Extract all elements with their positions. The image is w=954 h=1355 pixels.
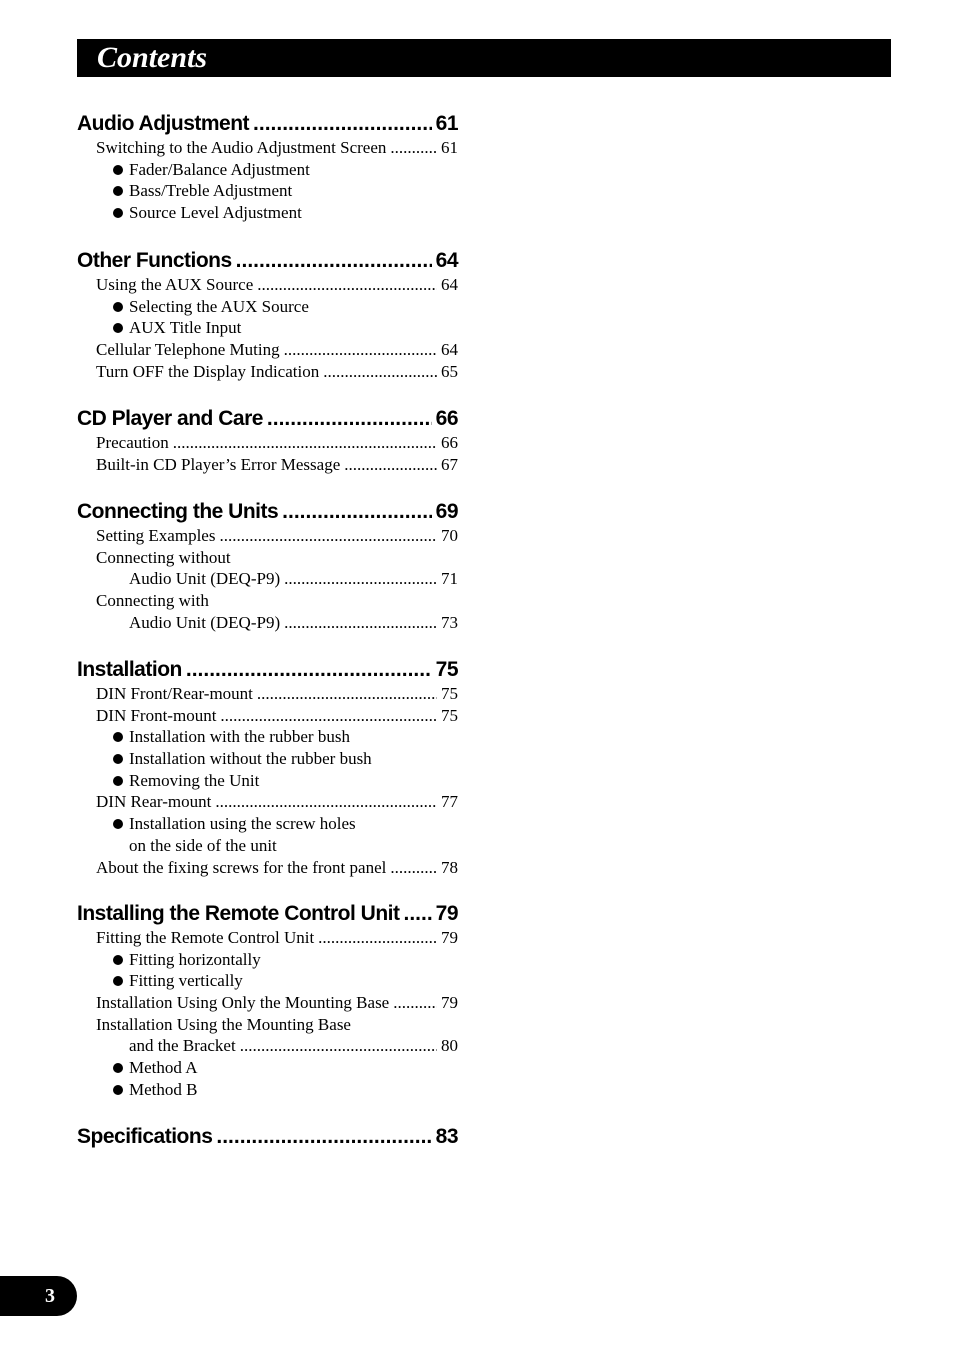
toc-entry-label: Connecting without (96, 547, 231, 567)
toc-section-remote-control (77, 901, 458, 1101)
toc-entry-label: and the Bracket (129, 1036, 236, 1056)
toc-section-installation (77, 657, 458, 878)
toc-heading-page: 83 (435, 1125, 458, 1148)
toc-bullet-label: on the side of the unit (129, 835, 277, 855)
dot-leader (404, 901, 432, 927)
toc-entry-label: Cellular Telephone Muting (96, 340, 280, 360)
toc-entry-page: 71 (441, 569, 458, 589)
dot-leader (282, 499, 431, 525)
toc-entry-label: DIN Rear-mount (96, 792, 212, 812)
page-number: 3 (45, 1285, 55, 1307)
toc-bullet-label: Removing the Unit (129, 770, 260, 790)
toc-entry-page: 78 (441, 857, 458, 877)
toc-bullet-label: AUX Title Input (129, 318, 242, 338)
toc-heading-label: Audio Adjustment (77, 112, 250, 135)
bullet-icon (113, 186, 123, 196)
dot-leader (220, 705, 437, 727)
bullet-icon (113, 323, 123, 333)
toc-heading[interactable] (77, 1124, 458, 1150)
dot-leader (284, 612, 437, 634)
dot-leader (257, 683, 437, 705)
toc-bullet-label: Fitting horizontally (129, 949, 261, 969)
toc-section-specifications (77, 1124, 458, 1150)
toc-section-audio-adjustment (77, 111, 458, 224)
toc-entry-page: 73 (441, 612, 458, 632)
toc-entry[interactable] (77, 927, 458, 949)
toc-entry-page: 79 (441, 928, 458, 947)
toc-bullet-label: Selecting the AUX Source (129, 296, 309, 316)
toc-heading[interactable] (77, 406, 458, 432)
toc-heading[interactable] (77, 248, 458, 274)
toc-entry-label: Precaution (96, 433, 169, 452)
toc-entry-label: DIN Front-mount (96, 705, 217, 725)
toc-bullet[interactable] (77, 159, 458, 181)
toc-entry-page: 70 (441, 526, 458, 545)
toc-entry[interactable] (77, 137, 458, 159)
toc-bullet-label: Method B (129, 1079, 198, 1099)
toc-entry-label: Turn OFF the Display Indication (96, 361, 320, 381)
bullet-icon (113, 165, 123, 175)
toc-heading[interactable] (77, 901, 458, 927)
bullet-icon (113, 776, 123, 786)
toc-bullet[interactable] (77, 1057, 458, 1079)
dot-leader (267, 406, 432, 432)
toc-section-cd-player (77, 406, 458, 475)
toc-heading-page: 66 (435, 407, 458, 430)
toc-heading-page: 64 (435, 249, 458, 272)
toc-bullet[interactable] (77, 1079, 458, 1101)
toc-heading[interactable] (77, 111, 458, 137)
toc-entry-continuation[interactable] (77, 1035, 458, 1057)
toc-bullet-label: Method A (129, 1058, 198, 1078)
toc-entry[interactable] (77, 683, 458, 705)
page-title: Contents (97, 41, 208, 74)
bullet-icon (113, 208, 123, 218)
toc-entry-continuation[interactable] (77, 612, 458, 634)
toc-entry[interactable] (77, 525, 458, 547)
toc-bullet[interactable] (77, 949, 458, 971)
bullet-icon (113, 976, 123, 986)
toc-bullet[interactable] (77, 726, 458, 748)
toc-heading-page: 75 (435, 658, 458, 681)
toc-bullet-label: Installation without the rubber bush (129, 749, 372, 769)
toc-bullet[interactable] (77, 970, 458, 992)
toc-entry[interactable] (77, 705, 458, 727)
dot-leader (216, 1124, 431, 1150)
bullet-icon (113, 302, 123, 312)
toc-entry-page: 75 (441, 684, 458, 703)
toc-entry[interactable] (77, 590, 458, 612)
toc-entry[interactable] (77, 454, 458, 476)
bullet-icon (113, 955, 123, 965)
dot-leader (173, 432, 437, 454)
toc-entry-label: Audio Unit (DEQ-P9) (129, 569, 281, 589)
toc-bullet-label: Installation with the rubber bush (129, 727, 350, 747)
toc-entry-label: Using the AUX Source (96, 275, 254, 294)
toc-entry-page: 64 (441, 275, 458, 294)
dot-leader (236, 248, 432, 274)
dot-leader (344, 454, 437, 476)
toc-bullet[interactable] (77, 813, 458, 835)
dot-leader (284, 568, 437, 590)
dot-leader (219, 525, 437, 547)
dot-leader (186, 657, 432, 683)
dot-leader (257, 274, 437, 296)
toc-section-other-functions (77, 248, 458, 382)
toc-heading-page: 61 (435, 112, 458, 135)
toc-entry-page: 61 (441, 138, 458, 157)
toc-entry-label: Fitting the Remote Control Unit (96, 928, 315, 947)
toc-heading-page: 69 (435, 500, 458, 523)
toc-heading[interactable] (77, 657, 458, 683)
toc-entry-label: Installation Using the Mounting Base (96, 1014, 351, 1034)
toc-entry-page: 77 (441, 792, 458, 812)
toc-heading[interactable] (77, 499, 458, 525)
toc-heading-label: Installation (77, 658, 182, 681)
toc-entry-label: Setting Examples (96, 526, 216, 545)
toc-entry-continuation[interactable] (77, 568, 458, 590)
toc-entry-label: Audio Unit (DEQ-P9) (129, 612, 281, 632)
toc-bullet[interactable] (77, 748, 458, 770)
bullet-icon (113, 1085, 123, 1095)
bullet-icon (113, 1063, 123, 1073)
toc-section-connecting-units (77, 499, 458, 633)
toc-entry[interactable] (77, 857, 458, 879)
toc-entry-label: Connecting with (96, 591, 209, 611)
toc-entry-page: 64 (441, 340, 458, 360)
toc-entry[interactable] (77, 339, 458, 361)
toc-bullet[interactable] (77, 317, 458, 339)
toc-heading-label: Connecting the Units (77, 500, 279, 523)
toc-entry[interactable] (77, 432, 458, 454)
dot-leader (390, 857, 437, 879)
toc-entry-page: 79 (441, 993, 458, 1013)
dot-leader (323, 361, 437, 383)
toc-heading-page: 79 (435, 902, 458, 925)
toc-bullet[interactable] (77, 770, 458, 792)
title-bar (77, 39, 891, 77)
toc-bullet-continuation[interactable] (77, 835, 458, 857)
bullet-icon (113, 819, 123, 829)
page-number-tab (0, 1276, 77, 1316)
toc-entry-page: 75 (441, 705, 458, 725)
toc-heading-label: Installing the Remote Control Unit (77, 902, 400, 925)
toc-bullet[interactable] (77, 202, 458, 224)
toc-heading-label: Specifications (77, 1125, 213, 1148)
toc-entry[interactable] (77, 791, 458, 813)
toc-bullet-label: Installation using the screw holes (129, 814, 356, 834)
toc-bullet-label: Source Level Adjustment (129, 203, 302, 223)
toc-bullet[interactable] (77, 296, 458, 318)
toc-entry-page: 65 (441, 361, 458, 381)
toc-entry-label: Installation Using Only the Mounting Base (96, 993, 390, 1013)
toc-entry-page: 80 (441, 1036, 458, 1056)
toc-entry[interactable] (77, 547, 458, 569)
toc-heading-label: CD Player and Care (77, 407, 263, 430)
toc-entry-label: About the fixing screws for the front panel (96, 857, 387, 877)
dot-leader (284, 339, 437, 361)
toc-heading-label: Other Functions (77, 249, 232, 272)
toc-entry[interactable] (77, 274, 458, 296)
toc-entry-label: Switching to the Audio Adjustment Screen (96, 138, 387, 157)
toc-bullet[interactable] (77, 180, 458, 202)
dot-leader (318, 927, 437, 949)
toc-entry[interactable] (77, 1014, 458, 1036)
toc-entry[interactable] (77, 361, 458, 383)
dot-leader (393, 992, 437, 1014)
dot-leader (215, 791, 437, 813)
dot-leader (390, 137, 437, 159)
toc-entry-page: 67 (441, 454, 458, 474)
bullet-icon (113, 732, 123, 742)
toc-entry-label: DIN Front/Rear-mount (96, 684, 253, 703)
toc-entry-label: Built-in CD Player’s Error Message (96, 454, 341, 474)
dot-leader (240, 1035, 437, 1057)
toc-bullet-label: Fitting vertically (129, 971, 243, 991)
bullet-icon (113, 754, 123, 764)
toc-entry-page: 66 (441, 433, 458, 452)
dot-leader (253, 111, 432, 137)
toc-bullet-label: Bass/Treble Adjustment (129, 181, 293, 201)
toc-entry[interactable] (77, 992, 458, 1014)
toc-bullet-label: Fader/Balance Adjustment (129, 159, 310, 179)
